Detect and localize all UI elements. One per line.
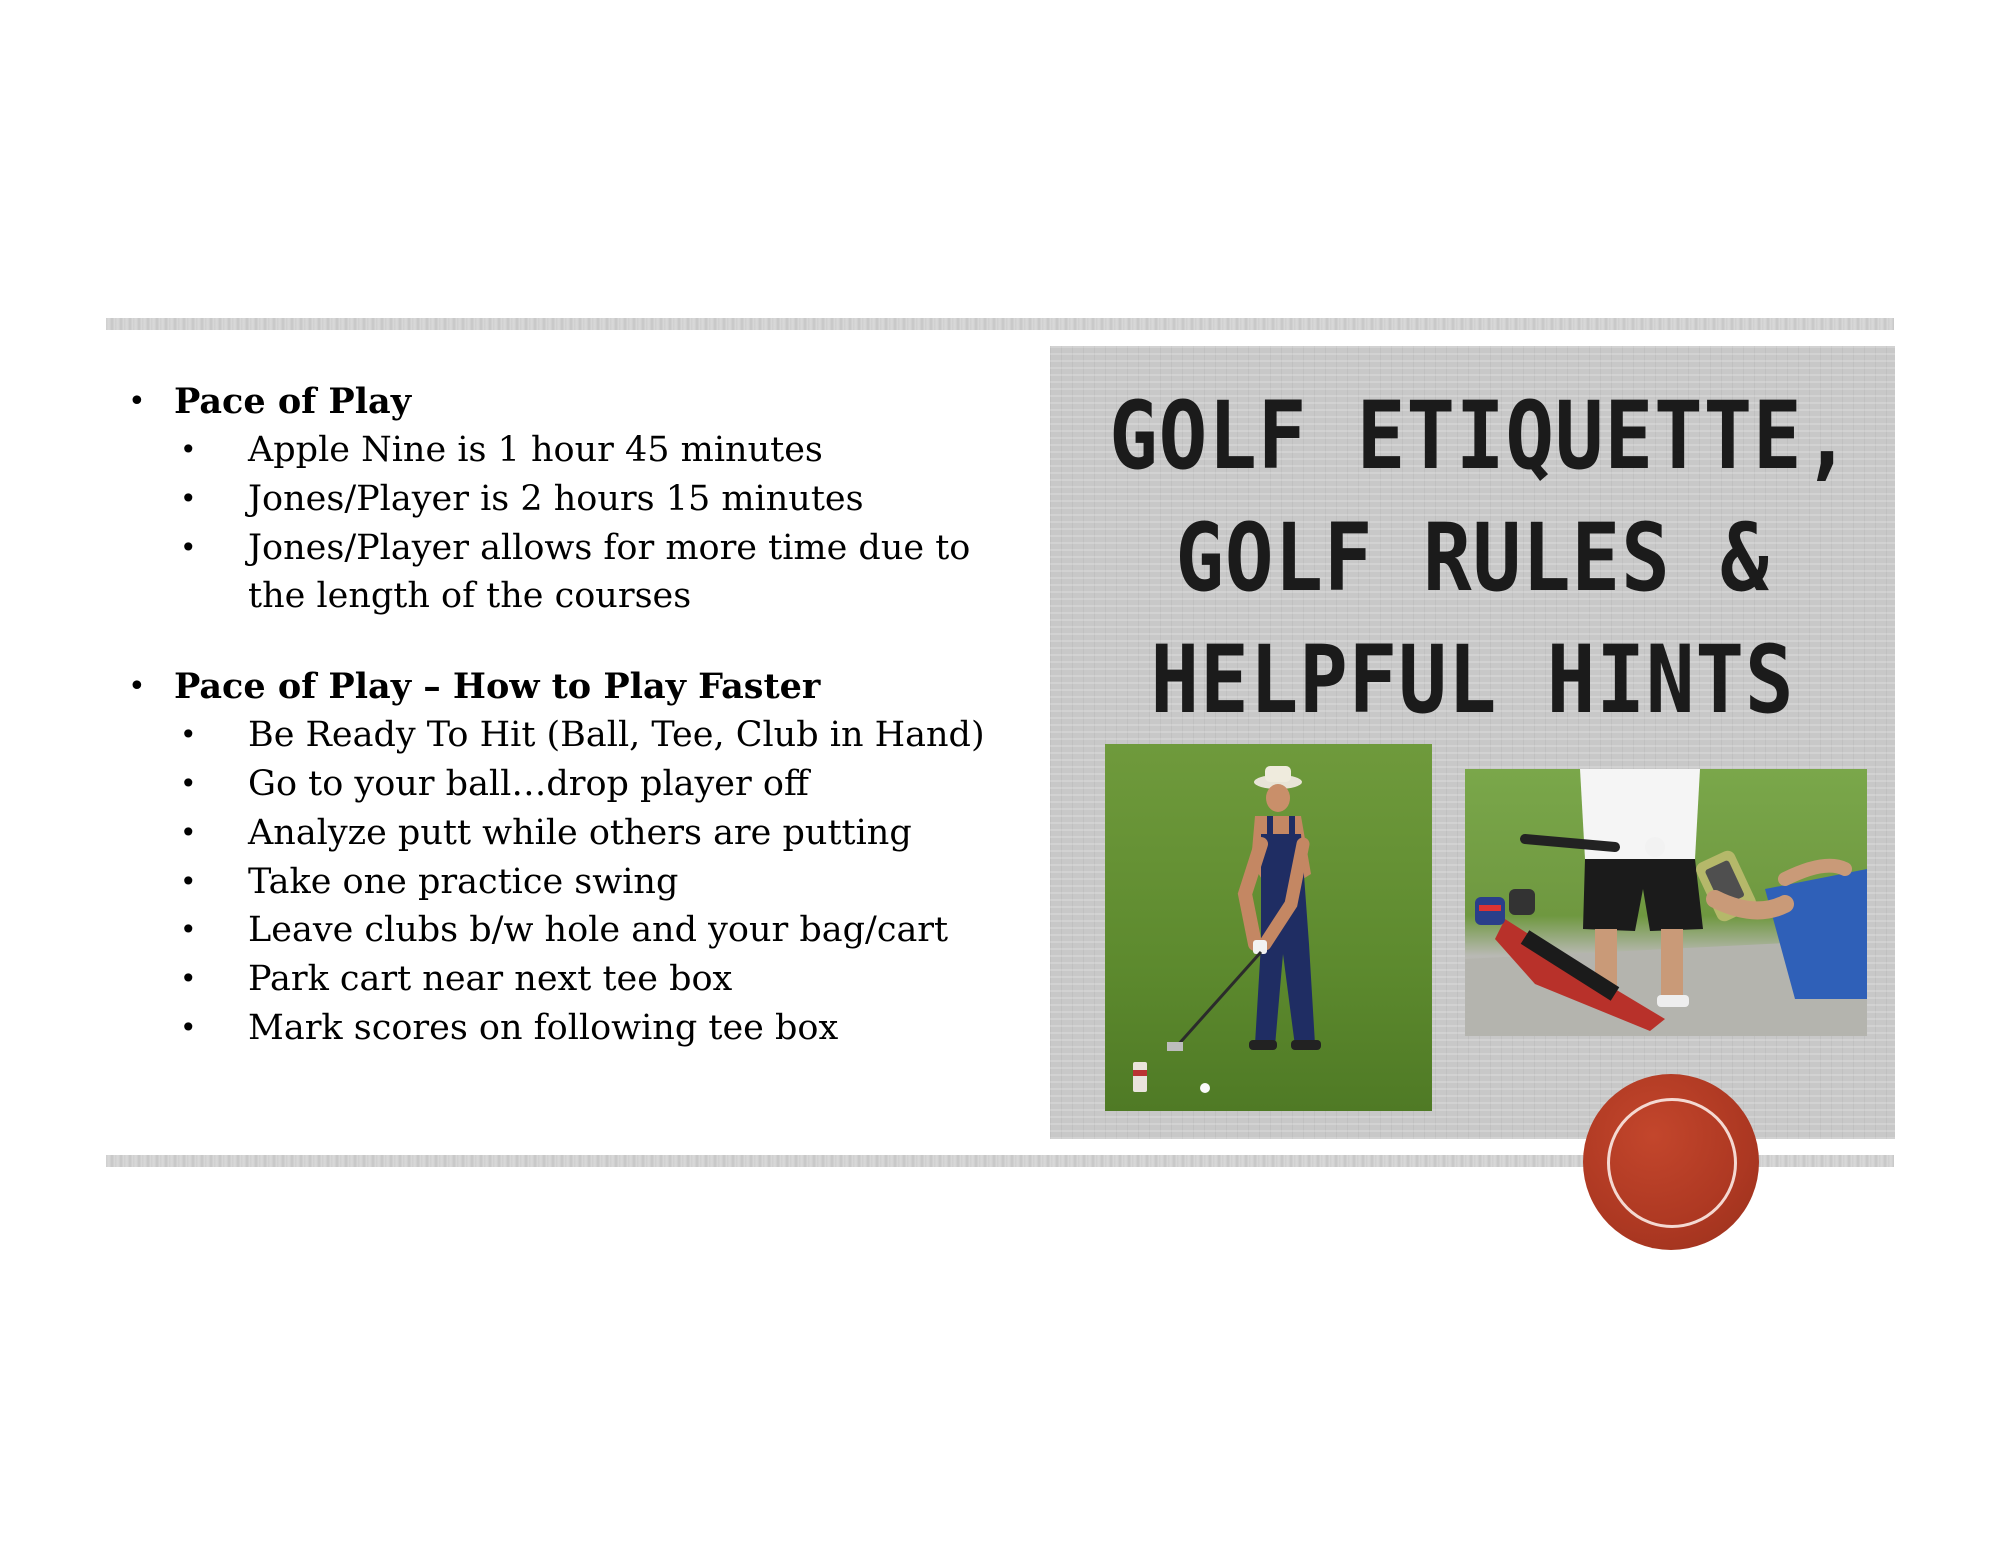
slide-title: GOLF ETIQUETTE, GOLF RULES & HELPFUL HINTS <box>1109 382 1853 735</box>
list-item: • Analyze putt while others are putting <box>174 809 1022 858</box>
list-item: • Jones/Player is 2 hours 15 minutes <box>174 475 1022 524</box>
golfer-photo <box>1105 744 1432 1111</box>
list-item: • Mark scores on following tee box <box>174 1004 1022 1053</box>
list-item: • Leave clubs b/w hole and your bag/cart <box>174 906 1022 955</box>
section-heading: • Pace of Play <box>174 381 412 422</box>
section-pace-of-play <box>122 378 1022 621</box>
sub-list <box>174 711 1022 1053</box>
list-item: • Take one practice swing <box>174 858 1022 907</box>
content-area <box>122 378 1022 1053</box>
top-divider <box>106 318 1894 330</box>
list-item: • Be Ready To Hit (Ball, Tee, Club in Hand) <box>174 711 1022 760</box>
golfers-photo <box>1465 769 1867 1036</box>
list-item: • Go to your ball…drop player off <box>174 760 1022 809</box>
list-item: • Apple Nine is 1 hour 45 minutes <box>174 426 1022 475</box>
title-panel <box>1050 346 1895 1139</box>
list-item: • Park cart near next tee box <box>174 955 1022 1004</box>
section-heading: • Pace of Play – How to Play Faster <box>174 666 821 708</box>
section-play-faster <box>122 663 1022 1053</box>
decorative-circle-badge <box>1583 1074 1759 1250</box>
sub-list <box>174 426 1022 621</box>
bullet-list <box>122 378 1022 1053</box>
list-item: • Jones/Player allows for more time due to the length of the courses <box>174 524 1022 622</box>
